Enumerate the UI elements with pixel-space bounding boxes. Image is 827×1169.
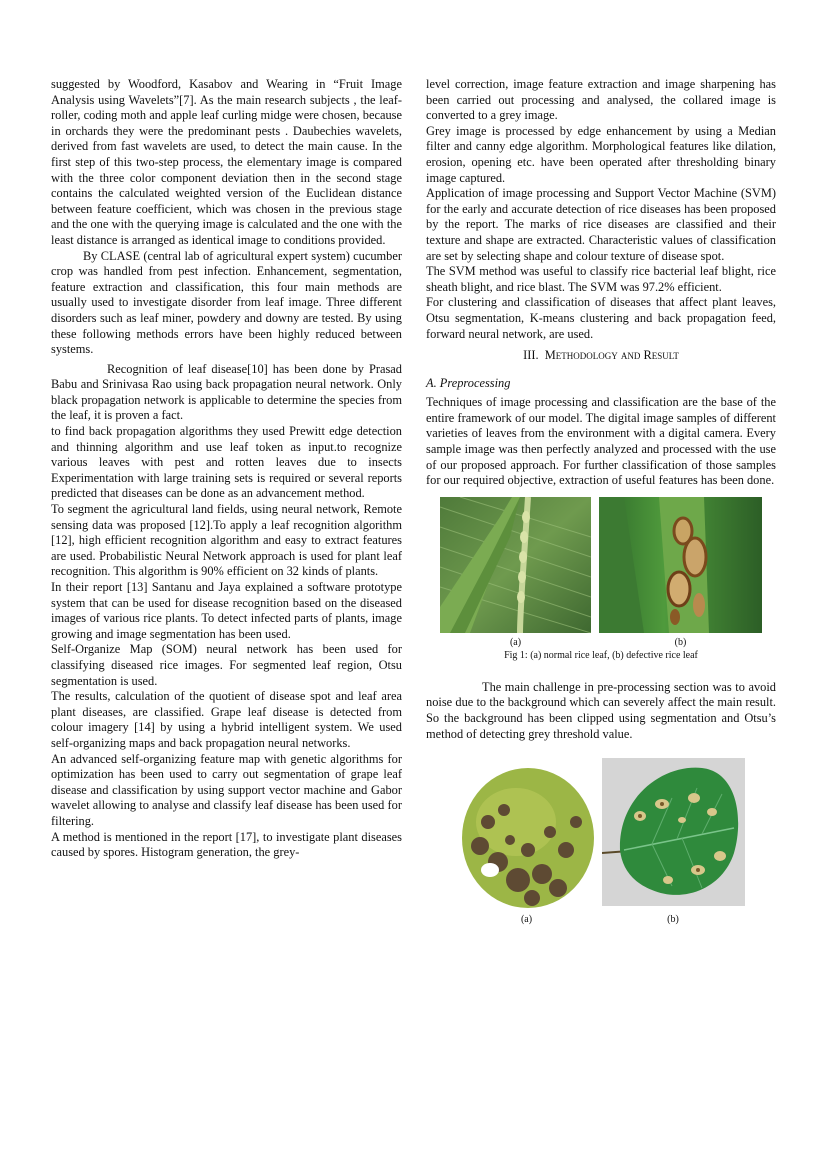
figure-label-b: (b) [667, 914, 679, 926]
paragraph: Recognition of leaf disease[10] has been done by Prasad Babu and Srinivasa Rao using back propagation neural network. Only black propagation network is applicable to determine the species from the leaf, it is proven a fact. [51, 361, 402, 423]
paragraph: Techniques of image processing and classification are the base of the entire framework of our model. The digital image samples of different varieties of leaves from the environment with a digital camera. Every sample image was then perfectly analyzed and processed with the use of our proposed approach. For further classification of those samples for our required objective, extraction of useful features has been done. [426, 395, 776, 488]
subsection-heading: A. Preprocessing [426, 375, 511, 390]
paragraph: level correction, image feature extraction and image sharpening has been carried out processing and analysed, the collared image is converted to a grey image. [426, 77, 776, 123]
figure-caption: Fig 1: (a) normal rice leaf, (b) defective rice leaf [504, 649, 698, 661]
paragraph: to find back propagation algorithms they used Prewitt edge detection and thinning algorithm and use leaf token as input.to recognize various leaves with pest and rotten leaves due to insects Experimentation with large training sets is required or several reports predicted that diseases can be done as an advancement method. [51, 424, 402, 501]
paragraph: The main challenge in pre-processing section was to avoid noise due to the background which can severely affect the main result. So the background has been clipped using segmentation and Otsu’s method of detecting grey threshold value. [426, 679, 776, 741]
paragraph: An advanced self-organizing feature map with genetic algorithms for optimization has been used to carry out segmentation of grape leaf disease and classification by using support vector machine and Gabor wavelet allowing to analyse and classify leaf disease has been used for filtering. [51, 751, 402, 828]
paragraph: A method is mentioned in the report [17], to investigate plant diseases caused by spores. Histogram generation, the grey- [51, 829, 402, 860]
diseased-leaf-image-b [602, 758, 745, 906]
paragraph: For clustering and classification of diseases that affect plant leaves, Otsu segmentation, K-means clustering and back propagation feed, forward neural network, are used. [426, 295, 776, 341]
paragraph: Self-Organize Map (SOM) neural network has been used for classifying diseased rice images. For segmented leaf region, Otsu segmentation is used. [51, 642, 402, 688]
paragraph: To segment the agricultural land fields, using neural network, Remote sensing data was proposed [12].To apply a leaf recognition algorithm [12], high efficient recognition algorithm and easy to extract features are used. Probabilistic Neural Network approach is used for plant leaf recognition. This algorithm is 90% efficient on 32 kinds of plants. [51, 502, 402, 579]
figure-label-b: (b) [674, 636, 687, 648]
section-title: Methodology and Result [544, 348, 679, 363]
section-number: III. [523, 348, 539, 363]
paragraph: suggested by Woodford, Kasabov and Wearing in “Fruit Image Analysis using Wavelets”[7]. As the main research subjects , the leaf-roller, coding moth and apple leaf curling midge were chosen, because in orchards they were the predominant pests . Daubechies wavelets, derived from fast wavelets are used, to detect the main cause. In the first step of this two-step process, the elementary image is compared with the three color component deviation then in the second stage contains the calculated weighted version of the Euclidean distance between feature coefficient, which was chosen in the previous stage and the one with the querying image is calculated and the one with the least distance is arranged as identical image to conditions provided. [51, 77, 402, 247]
paragraph: Application of image processing and Support Vector Machine (SVM) for the early and accurate detection of rice diseases has been proposed by the report. The marks of rice diseases are classified and their texture and shape are extracted. Characteristic values of classification are set by selecting shape and colour texture of disease spot. [426, 186, 776, 263]
paragraph: Grey image is processed by edge enhancement by using a Median filter and canny edge algorithm. Morphological features like dilation, erosion, opening etc. have been operated after thresholding binary image captured. [426, 123, 776, 185]
right-column [426, 77, 776, 926]
normal-rice-leaf-image [440, 497, 591, 633]
paragraph: The results, calculation of the quotient of disease spot and leaf area plant diseases, are classified. Grape leaf disease is detected from colour imagery [14] by using a hybrid intelligent system. We used self-organizing maps and back propagation neural networks. [51, 689, 402, 750]
figure-1 [426, 497, 776, 662]
figure-2 [426, 758, 776, 926]
figure-label-a: (a) [509, 636, 522, 648]
left-column [51, 77, 402, 861]
paragraph: The SVM method was useful to classify rice bacterial leaf blight, rice sheath blight, and rice blast. The SVM was 97.2% efficient. [426, 264, 776, 294]
paragraph: In their report [13] Santanu and Jaya explained a software prototype system that can be used for disease recognition based on the diseased images of various rice plants. To detect infected parts of plants, image growing and image segmentation has been used. [51, 580, 402, 641]
section-heading [426, 348, 776, 364]
diseased-leaf-image-a [458, 762, 596, 910]
figure-label-a: (a) [520, 914, 533, 926]
paragraph: By CLASE (central lab of agricultural expert system) cucumber crop was handled from pest infection. Enhancement, segmentation, feature extraction and classification, this four main methods are usually used to investigate disorder from leaf image. Three different disorders such as leaf miner, powdery and downy are tested. By using these following methods errors have been highly reduced between systems. [51, 248, 402, 357]
defective-rice-leaf-image [599, 497, 762, 633]
